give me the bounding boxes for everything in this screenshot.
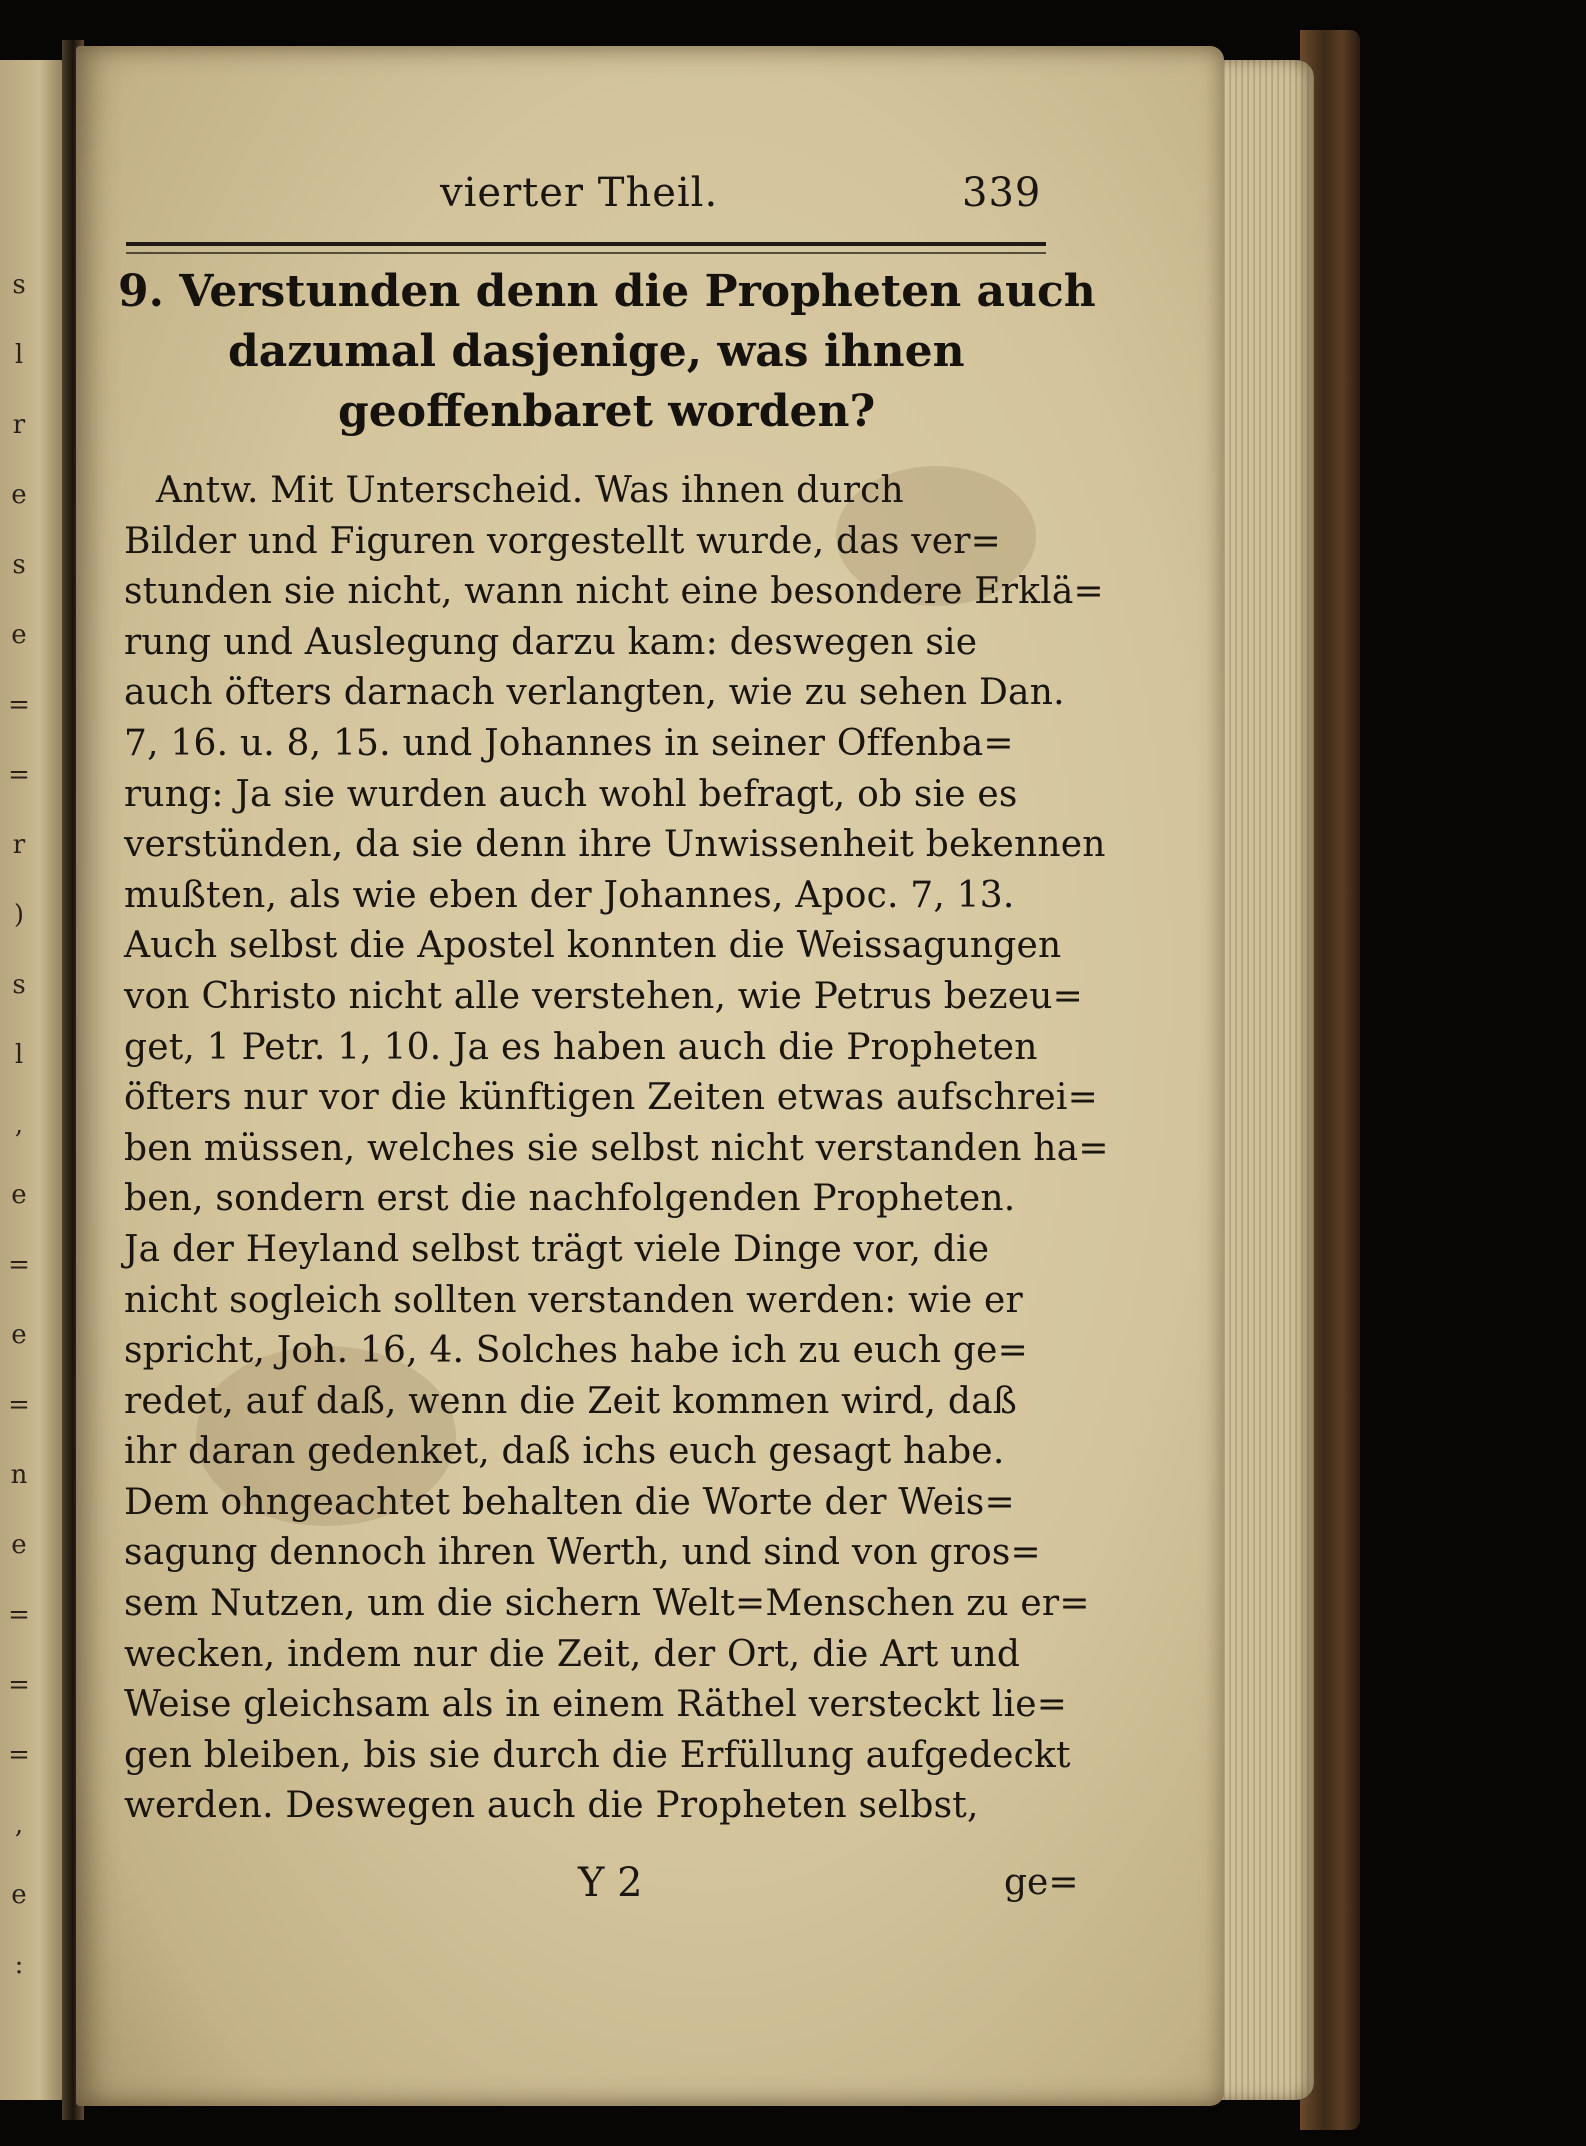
body-line: öfters nur vor die künftigen Zeiten etwas aufschrei= (124, 1077, 1098, 1119)
left-page-margin-char: = (8, 690, 30, 720)
body-line: Ja der Heyland selbst trägt viele Dinge vor, die (124, 1228, 990, 1270)
left-page-margin-char: = (8, 1250, 30, 1280)
left-page-margin-char: s (12, 970, 26, 1000)
left-page-margin-char: e (11, 1180, 27, 1210)
left-page-margin-char: : (14, 1950, 24, 1980)
body-line: Bilder und Figuren vorgestellt wurde, das ver= (124, 520, 1002, 562)
left-page-margin-char: r (12, 410, 26, 440)
body-line: ben müssen, welches sie selbst nicht verstanden ha= (124, 1127, 1109, 1169)
body-line: gen bleiben, bis sie durch die Erfüllung aufgedeckt (124, 1734, 1071, 1776)
question-line: dazumal dasjenige, was ihnen (228, 326, 965, 377)
running-header: vierter Theil. (440, 170, 719, 216)
left-page-margin-char: n (10, 1460, 28, 1490)
body-line: sagung dennoch ihren Werth, und sind von gros= (124, 1532, 1041, 1574)
left-page-margin-char: , (14, 1110, 24, 1140)
body-line: 7, 16. u. 8, 15. und Johannes in seiner Offenba= (124, 722, 1014, 764)
left-page-margin-char: s (12, 270, 26, 300)
body-line: rung: Ja sie wurden auch wohl befragt, ob sie es (124, 773, 1018, 815)
left-facing-page (0, 60, 66, 2100)
left-page-margin-char: = (8, 1740, 30, 1770)
page-number: 339 (962, 170, 1042, 216)
answer-body (124, 466, 1109, 1832)
body-line: von Christo nicht alle verstehen, wie Petrus bezeu= (124, 975, 1083, 1017)
left-page-margin-char: s (12, 550, 26, 580)
left-page-margin-char: ) (13, 900, 25, 930)
signature-mark: Y 2 (578, 1860, 643, 1906)
left-page-margin-char: = (8, 1600, 30, 1630)
question-heading (118, 262, 1096, 442)
body-line: Auch selbst die Apostel konnten die Weissagungen (124, 925, 1062, 967)
header-rule-thin (126, 252, 1046, 254)
catchword: ge= (1004, 1862, 1079, 1903)
left-page-margin-char: e (11, 480, 27, 510)
body-line: spricht, Joh. 16, 4. Solches habe ich zu euch ge= (124, 1330, 1028, 1372)
body-line: Dem ohngeachtet behalten die Worte der Weis= (124, 1481, 1015, 1523)
left-page-margin-char: e (11, 1880, 27, 1910)
body-line: verstünden, da sie denn ihre Unwissenheit bekennen (124, 824, 1106, 866)
body-line: ben, sondern erst die nachfolgenden Propheten. (124, 1178, 1016, 1220)
body-line: werden. Deswegen auch die Propheten selbst, (124, 1785, 979, 1827)
body-line: Antw. Mit Unterscheid. Was ihnen durch (156, 470, 904, 511)
left-page-margin-char: = (8, 1670, 30, 1700)
body-line: get, 1 Petr. 1, 10. Ja es haben auch die Propheten (124, 1026, 1038, 1068)
body-line: rung und Auslegung darzu kam: deswegen sie (124, 621, 978, 663)
left-page-margin-char: e (11, 620, 27, 650)
left-page-margin-char: e (11, 1530, 27, 1560)
left-page-margin-char: , (14, 1810, 24, 1840)
body-line: sem Nutzen, um die sichern Welt=Menschen zu er= (124, 1583, 1090, 1625)
body-line: nicht sogleich sollten verstanden werden: wie er (124, 1279, 1023, 1321)
question-line: geoffenbaret worden? (338, 386, 876, 437)
body-line: mußten, als wie eben der Johannes, Apoc. 7, 13. (124, 874, 1015, 916)
body-line: stunden sie nicht, wann nicht eine besondere Erklä= (124, 571, 1104, 613)
body-line: redet, auf daß, wenn die Zeit kommen wird, daß (124, 1380, 1017, 1422)
body-line: wecken, indem nur die Zeit, der Ort, die Art und (124, 1633, 1021, 1675)
body-line: Weise gleichsam als in einem Räthel versteckt lie= (124, 1684, 1068, 1726)
left-page-margin-char: e (11, 1320, 27, 1350)
left-page-margin-char: l (14, 340, 24, 370)
left-page-margin-char: = (8, 760, 30, 790)
body-line: auch öfters darnach verlangten, wie zu sehen Dan. (124, 672, 1065, 714)
header-rule (126, 242, 1046, 246)
question-line: 9. Verstunden denn die Propheten auch (118, 266, 1096, 317)
left-page-margin-char: = (8, 1390, 30, 1420)
body-line: ihr daran gedenket, daß ichs euch gesagt habe. (124, 1431, 1005, 1473)
left-page-margin-char: r (12, 830, 26, 860)
left-page-margin-char: l (14, 1040, 24, 1070)
